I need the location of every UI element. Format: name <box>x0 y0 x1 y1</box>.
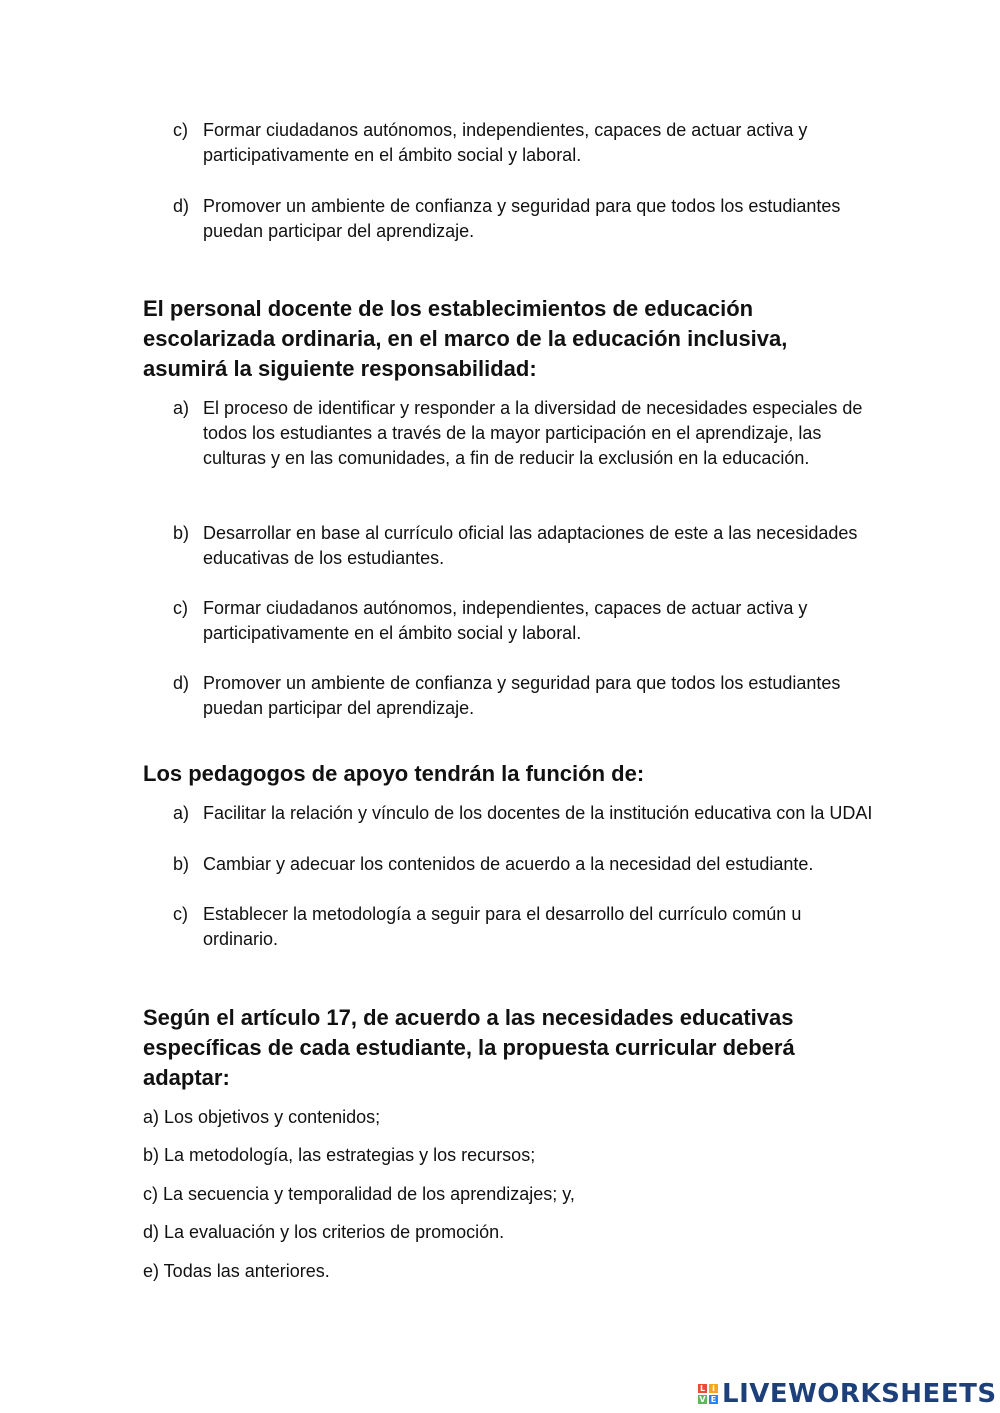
q1-option-b[interactable] <box>173 521 873 571</box>
option-text: Formar ciudadanos autónomos, independientes, capaces de actuar activa y participativamente en el ámbito social y laboral. <box>203 598 808 643</box>
option-d-top[interactable] <box>173 194 873 244</box>
option-text: Formar ciudadanos autónomos, independientes, capaces de actuar activa y participativamente en el ámbito social y laboral. <box>203 120 808 165</box>
q2-option-b[interactable] <box>173 852 873 877</box>
question-1-title: El personal docente de los establecimientos de educación escolarizada ordinaria, en el marco de la educación inclusiva, asumirá la siguiente responsabilidad: <box>143 296 788 381</box>
option-text: Cambiar y adecuar los contenidos de acuerdo a la necesidad del estudiante. <box>203 854 814 874</box>
liveworksheets-logo <box>698 1379 997 1409</box>
q3-option-e[interactable]: e) Todas las anteriores. <box>143 1261 330 1281</box>
question-3-title: Según el artículo 17, de acuerdo a las necesidades educativas específicas de cada estudiante, la propuesta curricular deberá adaptar: <box>143 1005 795 1090</box>
logo-letter: L <box>699 1384 706 1393</box>
option-c-top[interactable] <box>173 118 873 168</box>
option-letter: c) <box>173 598 188 618</box>
option-text: Promover un ambiente de confianza y seguridad para que todos los estudiantes puedan participar del aprendizaje. <box>203 196 841 241</box>
q2-option-a[interactable] <box>173 801 873 826</box>
q1-option-d[interactable] <box>173 671 873 721</box>
q1-option-c[interactable] <box>173 596 873 646</box>
option-text: Promover un ambiente de confianza y seguridad para que todos los estudiantes puedan participar del aprendizaje. <box>203 673 841 718</box>
option-letter: a) <box>173 398 190 418</box>
option-text: Desarrollar en base al currículo oficial las adaptaciones de este a las necesidades educativas de los estudiantes. <box>203 523 858 568</box>
option-letter: b) <box>173 854 190 874</box>
q1-option-a[interactable] <box>173 396 873 471</box>
option-letter: d) <box>173 196 190 216</box>
option-letter: c) <box>173 120 188 140</box>
option-text: Facilitar la relación y vínculo de los docentes de la institución educativa con la UDAI <box>203 803 873 823</box>
q3-option-a[interactable]: a) Los objetivos y contenidos; <box>143 1107 381 1127</box>
q3-option-b[interactable]: b) La metodología, las estrategias y los recursos; <box>143 1145 536 1165</box>
option-text: El proceso de identificar y responder a la diversidad de necesidades especiales de todos los estudiantes a través de la mayor participación en el aprendizaje, las culturas y en las comunidades, a fin de reducir la exclusión en la educación. <box>203 398 863 468</box>
question-2-title: Los pedagogos de apoyo tendrán la función de: <box>143 761 645 786</box>
q2-option-c[interactable] <box>173 902 873 952</box>
option-letter: b) <box>173 523 190 543</box>
q3-option-c[interactable]: c) La secuencia y temporalidad de los aprendizajes; y, <box>143 1184 575 1204</box>
logo-letter: E <box>710 1395 717 1404</box>
logo-letter: V <box>699 1395 706 1404</box>
q3-option-d[interactable]: d) La evaluación y los criterios de promoción. <box>143 1222 505 1242</box>
logo-text: LIVEWORKSHEETS <box>722 1379 997 1409</box>
option-letter: c) <box>173 904 188 924</box>
logo-letter: i <box>709 1384 718 1393</box>
option-text: Establecer la metodología a seguir para el desarrollo del currículo común u ordinario. <box>203 904 802 949</box>
option-letter: a) <box>173 803 190 823</box>
option-letter: d) <box>173 673 190 693</box>
liveworksheets-logo-icon <box>698 1384 718 1404</box>
